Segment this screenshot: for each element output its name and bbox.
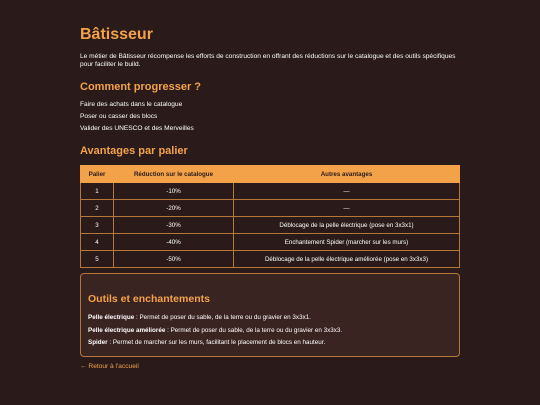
list-item: Poser ou casser des blocs xyxy=(80,113,158,120)
table-row xyxy=(81,217,460,234)
progress-heading: Comment progresser ? xyxy=(80,81,202,93)
list-item xyxy=(88,325,342,338)
column-header-reduction: Réduction sur le catalogue xyxy=(114,166,234,183)
tier-cell: 2 xyxy=(81,200,114,217)
page-intro: Le métier de Bâtisseur récompense les efforts de construction en offrant des réductions sur le catalogue et des outils spécifiques pour faciliter le build. xyxy=(80,53,456,68)
tier-cell: 5 xyxy=(81,251,114,268)
back-to-home-link[interactable]: ← Retour à l'accueil xyxy=(80,363,139,370)
tools-heading: Outils et enchantements xyxy=(88,293,210,305)
list-item xyxy=(88,337,342,350)
table-row xyxy=(81,251,460,268)
table-row xyxy=(81,183,460,200)
tier-cell: 1 xyxy=(81,183,114,200)
reduction-cell: -50% xyxy=(114,251,234,268)
tool-separator: : xyxy=(107,339,113,346)
column-header-other: Autres avantages xyxy=(234,166,460,183)
list-item xyxy=(88,312,342,325)
advantages-table xyxy=(80,165,460,268)
table-header-row xyxy=(81,166,460,183)
advantages-heading: Avantages par palier xyxy=(80,145,188,157)
tool-separator: : xyxy=(134,314,140,321)
tool-name: Spider xyxy=(88,339,108,346)
list-item: Valider des UNESCO et des Merveilles xyxy=(80,125,194,132)
other-advantage-cell: — xyxy=(234,183,460,200)
other-advantage-cell: Déblocage de la pelle électrique (pose en 3x3x1) xyxy=(234,217,460,234)
table-row xyxy=(81,234,460,251)
other-advantage-cell: — xyxy=(234,200,460,217)
progress-list xyxy=(80,99,194,135)
reduction-cell: -10% xyxy=(114,183,234,200)
other-advantage-cell: Enchantement Spider (marcher sur les murs) xyxy=(234,234,460,251)
column-header-palier: Palier xyxy=(81,166,114,183)
tool-description: Permet de marcher sur les murs, facilitant le placement de blocs en hauteur. xyxy=(112,339,326,346)
tier-cell: 4 xyxy=(81,234,114,251)
tools-panel xyxy=(80,273,460,357)
reduction-cell: -30% xyxy=(114,217,234,234)
tool-description: Permet de poser du sable, de la terre ou du gravier en 3x3x1. xyxy=(139,314,311,321)
tool-name: Pelle électrique xyxy=(88,314,135,321)
reduction-cell: -40% xyxy=(114,234,234,251)
tool-separator: : xyxy=(165,326,171,334)
table-row xyxy=(81,200,460,217)
reduction-cell: -20% xyxy=(114,200,234,217)
page-title: Bâtisseur xyxy=(80,26,153,43)
tier-cell: 3 xyxy=(81,217,114,234)
other-advantage-cell: Déblocage de la pelle électrique améliorée (pose en 3x3x3) xyxy=(234,251,460,268)
list-item: Faire des achats dans le catalogue xyxy=(80,101,183,108)
tool-name: Pelle électrique améliorée xyxy=(88,326,166,334)
tools-list xyxy=(88,312,342,350)
tool-description: Permet de poser du sable, de la terre ou du gravier en 3x3x3. xyxy=(170,326,343,334)
